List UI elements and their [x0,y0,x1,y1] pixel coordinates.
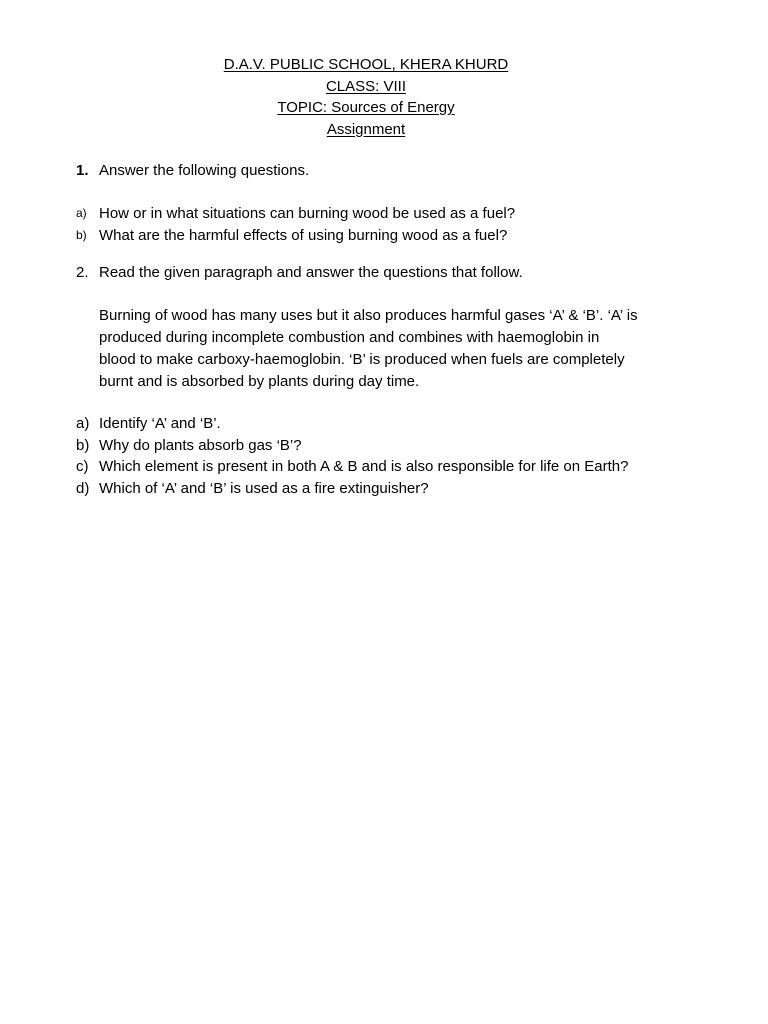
list-item [76,225,696,247]
list-item [76,478,696,500]
question-1-heading [76,160,696,182]
item-text: Identify ‘A’ and ‘B’. [99,415,221,432]
question-1-items [76,203,696,246]
school-name: D.A.V. PUBLIC SCHOOL, KHERA KHURD [223,56,509,73]
paragraph-line: Burning of wood has many uses but it also produces harmful gases ‘A’ & ‘B’. ‘A’ is [99,307,638,324]
question-1-number: 1. [76,162,89,179]
item-text: Why do plants absorb gas ‘B’? [99,436,302,454]
item-text: Which of ‘A’ and ‘B’ is used as a fire extinguisher? [99,479,429,497]
topic-label: TOPIC: Sources of Energy [277,99,455,116]
item-marker: b) [76,436,90,454]
document-header [0,54,732,140]
paragraph-line: blood to make carboxy-haemoglobin. ‘B’ is produced when fuels are completely [99,351,625,368]
paragraph-line: burnt and is absorbed by plants during day time. [99,373,420,390]
assignment-title: Assignment [326,120,406,138]
question-2-paragraph [99,305,699,393]
question-2-heading [76,262,696,284]
item-text: How or in what situations can burning wood be used as a fuel? [99,205,516,222]
list-item [76,435,696,457]
question-2-number: 2. [76,264,89,281]
item-marker: c) [76,458,89,475]
item-text: Which element is present in both A & B and is also responsible for life on Earth? [99,458,629,475]
list-item [76,456,696,478]
item-marker: a) [76,415,90,432]
item-marker: b) [76,227,87,242]
paragraph-line: produced during incomplete combustion and combines with haemoglobin in [99,329,600,346]
question-1-instruction: Answer the following questions. [99,162,310,179]
list-item [76,203,696,225]
class-label: CLASS: VIII [325,77,407,95]
list-item [76,413,696,435]
item-marker: d) [76,479,90,497]
question-2-items [76,413,696,499]
question-2-instruction: Read the given paragraph and answer the questions that follow. [99,264,523,281]
item-marker: a) [76,206,87,220]
item-text: What are the harmful effects of using burning wood as a fuel? [99,226,508,244]
